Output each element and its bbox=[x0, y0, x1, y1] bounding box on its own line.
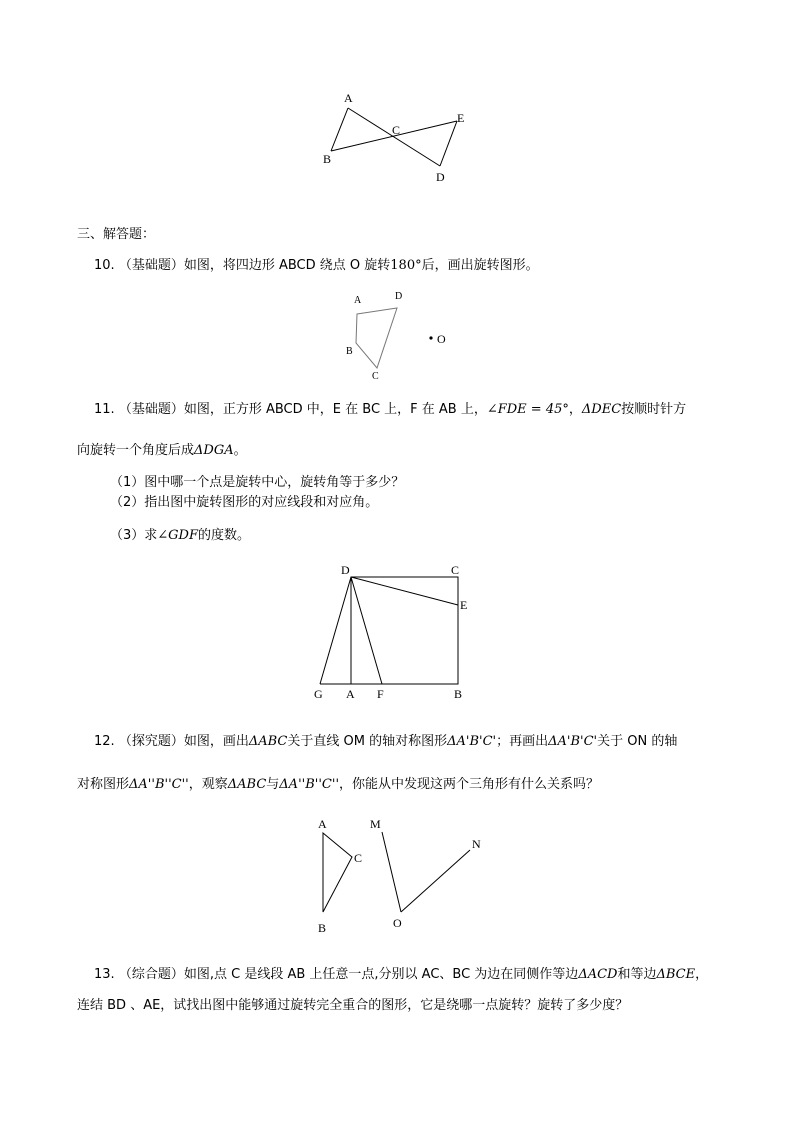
label-d: D bbox=[395, 291, 403, 302]
question-13-line-1 bbox=[94, 966, 708, 984]
question-12-line-1 bbox=[94, 733, 677, 751]
label-o: O bbox=[393, 916, 402, 930]
figure-quadrilateral-abcd bbox=[340, 288, 460, 388]
sub-3-after: 的度数。 bbox=[198, 528, 251, 543]
label-o: O bbox=[437, 332, 446, 346]
segment-de bbox=[351, 577, 458, 605]
label-c: C bbox=[372, 371, 379, 382]
ray-on bbox=[401, 850, 470, 912]
triangle-a-prime: ΔA'B'C' bbox=[447, 734, 497, 749]
figure-triangle-and-angle bbox=[305, 810, 505, 940]
segment-dg bbox=[320, 577, 351, 684]
triangle-dga: ΔDGA bbox=[194, 443, 234, 458]
segment-ab bbox=[331, 108, 348, 151]
label-m: M bbox=[370, 817, 381, 831]
q13-text-1: 如图,点 C 是线段 AB 上任意一点,分别以 AC、BC 为边在同侧作等边 bbox=[183, 967, 579, 982]
q12-text-1: 如图，画出 bbox=[183, 734, 249, 749]
label-g: G bbox=[314, 687, 323, 701]
question-number: 13. bbox=[94, 967, 115, 982]
quadrilateral-abcd bbox=[356, 308, 397, 368]
question-11-sub-1: （1）图中哪一个点是旋转中心，旋转角等于多少？ bbox=[110, 475, 405, 490]
question-body: 如图，正方形 ABCD 中，E 在 BC 上，F 在 AB 上， bbox=[183, 402, 487, 417]
question-body-2: 按顺时针方 bbox=[621, 402, 687, 417]
q12-line2-text-4: ，你能从中发现这两个三角形有什么关系吗？ bbox=[339, 777, 600, 792]
segment-df bbox=[351, 577, 382, 684]
question-10-text bbox=[94, 257, 539, 275]
q13-text-3: ， bbox=[695, 967, 709, 982]
triangle-abc: ΔABC bbox=[248, 734, 288, 749]
question-11-line-2 bbox=[77, 442, 247, 460]
question-body-3: 向旋转一个角度后成 bbox=[77, 443, 195, 458]
label-b: B bbox=[318, 921, 327, 935]
label-b: B bbox=[323, 152, 332, 166]
square-abcd bbox=[351, 577, 458, 684]
label-a: A bbox=[344, 91, 353, 105]
question-number: 10. bbox=[94, 258, 115, 273]
question-number: 12. bbox=[94, 734, 115, 749]
question-tag: （基础题） bbox=[118, 258, 184, 273]
label-c: C bbox=[392, 123, 401, 137]
triangle-abc-shape bbox=[323, 833, 352, 912]
question-13-line-2: 连结 BD 、AE，试找出图中能够通过旋转完全重合的图形，它是绕哪一点旋转？旋转了多少度？ bbox=[77, 998, 629, 1013]
label-b: B bbox=[454, 687, 463, 701]
label-a: A bbox=[318, 817, 327, 831]
triangle-a-double-prime: ΔA''B''C'' bbox=[129, 777, 189, 792]
q12-line2-text-3: 与 bbox=[266, 777, 280, 792]
separator: ， bbox=[568, 402, 582, 417]
question-body-end: 后，画出旋转图形。 bbox=[421, 258, 539, 273]
rotation-angle: 180° bbox=[390, 258, 422, 273]
triangle-dec: ΔDEC bbox=[581, 402, 622, 417]
label-c: C bbox=[451, 563, 460, 577]
question-tag: （综合题） bbox=[118, 967, 184, 982]
label-b: B bbox=[346, 346, 353, 357]
label-d: D bbox=[436, 170, 445, 184]
label-f: F bbox=[377, 687, 384, 701]
label-a: A bbox=[346, 687, 355, 701]
point-o bbox=[429, 336, 432, 339]
sub-3-before: （3）求 bbox=[110, 528, 158, 543]
question-number: 11. bbox=[94, 402, 115, 417]
angle-gdf: ∠GDF bbox=[157, 528, 199, 543]
figure-triangles-abcde bbox=[300, 85, 500, 190]
label-d: D bbox=[341, 563, 350, 577]
q12-line2-text-1: 对称图形 bbox=[77, 777, 130, 792]
figure-square-abcd bbox=[300, 560, 490, 705]
triangle-acd: ΔACD bbox=[578, 967, 618, 982]
triangle-a-double-prime-2: ΔA''B''C'' bbox=[279, 777, 340, 792]
label-a: A bbox=[354, 295, 362, 306]
label-e: E bbox=[460, 598, 468, 612]
question-tag: （基础题） bbox=[118, 402, 184, 417]
label-e: E bbox=[457, 111, 465, 125]
question-body: 如图，将四边形 ABCD 绕点 O 旋转 bbox=[183, 258, 391, 273]
triangle-bce: ΔBCE bbox=[656, 967, 696, 982]
segment-e-d bbox=[440, 121, 457, 166]
triangle-abc-2: ΔABC bbox=[227, 777, 267, 792]
q12-text-2: 关于直线 OM 的轴对称图形 bbox=[287, 734, 448, 749]
triangle-a-prime-2: ΔA'B'C' bbox=[548, 734, 598, 749]
q12-line2-text-2: ，观察 bbox=[188, 777, 228, 792]
q12-text-4: 关于 ON 的轴 bbox=[597, 734, 678, 749]
angle-fde-expr: ∠FDE = 45° bbox=[486, 402, 569, 417]
label-n: N bbox=[472, 837, 481, 851]
question-11-sub-3 bbox=[110, 527, 250, 545]
question-12-line-2 bbox=[77, 776, 599, 794]
question-11-sub-2: （2）指出图中旋转图形的对应线段和对应角。 bbox=[110, 495, 379, 510]
q13-text-2: 和等边 bbox=[617, 967, 657, 982]
question-11-line-1 bbox=[94, 401, 686, 419]
question-tag: （探究题） bbox=[118, 734, 184, 749]
segment-a-d bbox=[348, 108, 440, 166]
ray-om bbox=[382, 832, 401, 912]
question-body-4: 。 bbox=[233, 443, 247, 458]
label-c: C bbox=[354, 851, 363, 865]
section-heading: 三、解答题： bbox=[77, 227, 156, 242]
q12-text-3: ；再画出 bbox=[496, 734, 549, 749]
